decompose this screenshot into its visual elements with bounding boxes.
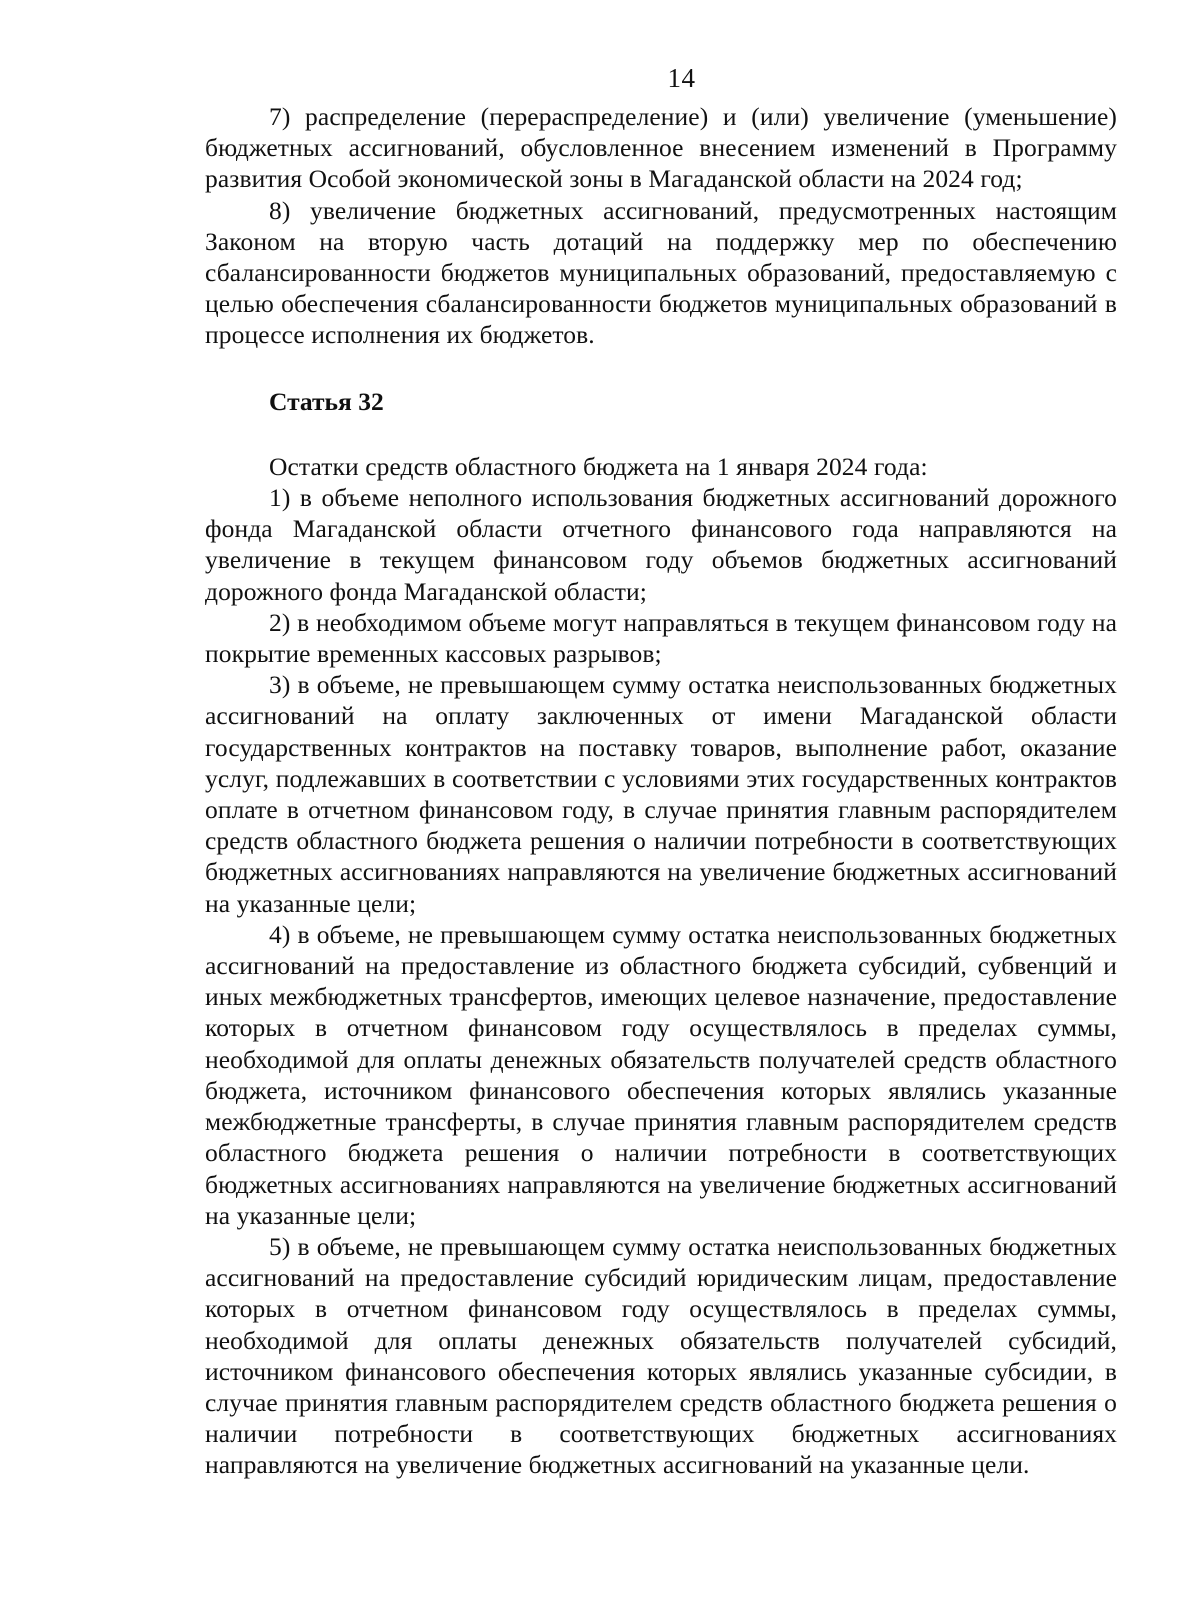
article-item-4: 4) в объеме, не превышающем сумму остатка неиспользованных бюджетных ассигнований на предоставление из областного бюджета субсидий, субвенций и иных межбюджетных трансфертов, имеющих целевое назначение, предоставление которых в отчетном финансовом году осуществлялось в пределах суммы, необходимой для оплаты денежных обязательств получателей средств областного бюджета, источником финансового обеспечения которых являлись указанные межбюджетные трансферты, в случае принятия главным распорядителем средств областного бюджета решения о наличии потребности в соответствующих бюджетных ассигнованиях направляются на увеличение бюджетных ассигнований на указанные цели; xyxy=(205,919,1117,1230)
article-item-5: 5) в объеме, не превышающем сумму остатка неиспользованных бюджетных ассигнований на предоставление субсидий юридическим лицам, предоставление которых в отчетном финансовом году осуществлялось в пределах суммы, необходимой для оплаты денежных обязательств получателей субсидий, источником финансового обеспечения которых являлись указанные субсидии, в случае принятия главным распорядителем средств областного бюджета решения о наличии потребности в соответствующих бюджетных ассигнованиях направляются на увеличение бюджетных ассигнований на указанные цели. xyxy=(205,1231,1117,1480)
list-item-7: 7) распределение (перераспределение) и (или) увеличение (уменьшение) бюджетных ассигнований, обусловленное внесением изменений в Программу развития Особой экономической зоны в Магаданской области на 2024 год; xyxy=(205,102,1117,194)
article-item-2: 2) в необходимом объеме могут направляться в текущем финансовом году на покрытие временных кассовых разрывов; xyxy=(205,607,1117,669)
article-intro: Остатки средств областного бюджета на 1 января 2024 года: xyxy=(269,451,928,481)
list-item-8: 8) увеличение бюджетных ассигнований, предусмотренных настоящим Законом на вторую часть дотаций на поддержку мер по обеспечению сбалансированности бюджетов муниципальных образований, предоставляемую с целью обеспечения сбалансированности бюджетов муниципальных образований в процессе исполнения их бюджетов. xyxy=(205,195,1117,350)
article-item-1: 1) в объеме неполного использования бюджетных ассигнований дорожного фонда Магаданской области отчетного финансового года направляются на увеличение в текущем финансовом году объемов бюджетных ассигнований дорожного фонда Магаданской области; xyxy=(205,483,1117,606)
page-number: 14 xyxy=(667,63,696,93)
document-body xyxy=(205,101,1117,1481)
article-heading: Статья 32 xyxy=(269,386,384,416)
article-item-3: 3) в объеме, не превышающем сумму остатка неиспользованных бюджетных ассигнований на оплату заключенных от имени Магаданской области государственных контрактов на поставку товаров, выполнение работ, оказание услуг, подлежавших в соответствии с условиями этих государственных контрактов оплате в отчетном финансовом году, в случае принятия главным распорядителем средств областного бюджета решения о наличии потребности в соответствующих бюджетных ассигнованиях направляются на увеличение бюджетных ассигнований на указанные цели; xyxy=(205,670,1117,918)
